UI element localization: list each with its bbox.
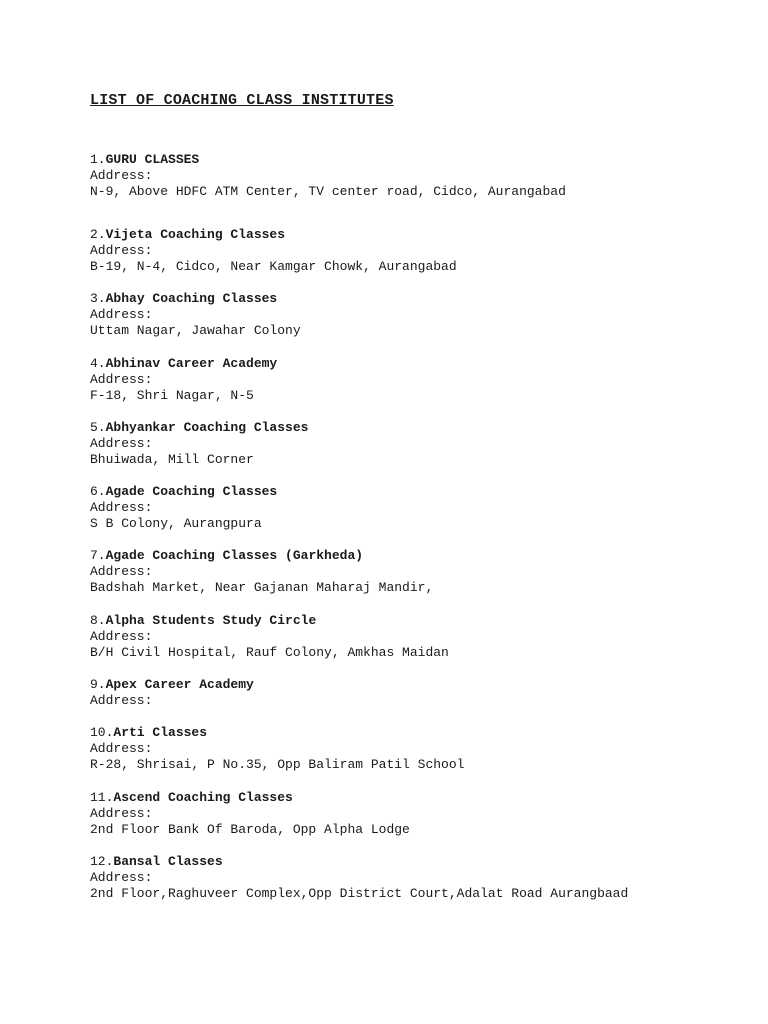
document-title: LIST OF COACHING CLASS INSTITUTES [90,92,394,109]
address-text: Badshah Market, Near Gajanan Maharaj Mandir, [90,580,434,596]
list-item [90,484,277,533]
institute-name: Abhyankar Coaching Classes [105,420,309,435]
address-label: Address: [90,693,153,709]
address-text: B/H Civil Hospital, Rauf Colony, Amkhas Maidan [90,645,449,661]
list-item [90,677,254,709]
entry-number: 3. [90,291,106,306]
address-label: Address: [90,243,153,259]
list-item [90,548,433,597]
institute-name: GURU CLASSES [105,152,200,167]
institute-name: Agade Coaching Classes (Garkheda) [105,548,364,563]
address-label: Address: [90,307,153,323]
address-text: N-9, Above HDFC ATM Center, TV center road, Cidco, Aurangabad [90,184,566,200]
address-label: Address: [90,372,153,388]
address-text: R-28, Shrisai, P No.35, Opp Baliram Patil School [90,757,465,773]
entry-number: 4. [90,356,106,371]
entry-number: 10. [90,725,114,740]
address-text: F-18, Shri Nagar, N-5 [90,388,254,404]
institute-name: Abhinav Career Academy [105,356,278,371]
address-label: Address: [90,500,153,516]
list-item [90,420,308,469]
list-item [90,356,277,405]
address-text: 2nd Floor,Raghuveer Complex,Opp District Court,Adalat Road Aurangbaad [90,886,629,902]
list-item [90,790,410,839]
institute-name: Ascend Coaching Classes [113,790,293,805]
entry-number: 7. [90,548,106,563]
list-item [90,152,566,201]
entry-number: 6. [90,484,106,499]
address-text: B-19, N-4, Cidco, Near Kamgar Chowk, Aurangabad [90,259,457,275]
address-text: 2nd Floor Bank Of Baroda, Opp Alpha Lodge [90,822,410,838]
entry-number: 8. [90,613,106,628]
institute-name: Vijeta Coaching Classes [105,227,286,242]
address-label: Address: [90,436,153,452]
entry-number: 1. [90,152,106,167]
address-label: Address: [90,629,153,645]
list-item [90,227,457,276]
list-item [90,613,449,662]
address-text: Uttam Nagar, Jawahar Colony [90,323,301,339]
address-label: Address: [90,870,153,886]
address-label: Address: [90,564,153,580]
address-label: Address: [90,168,153,184]
institute-name: Abhay Coaching Classes [105,291,278,306]
institute-name: Alpha Students Study Circle [105,613,317,628]
entry-number: 9. [90,677,106,692]
address-label: Address: [90,741,153,757]
entry-number: 12. [90,854,114,869]
entry-number: 11. [90,790,114,805]
list-item [90,854,628,903]
institute-name: Bansal Classes [113,854,223,869]
address-text: Bhuiwada, Mill Corner [90,452,254,468]
entry-number: 5. [90,420,106,435]
address-text: S B Colony, Aurangpura [90,516,262,532]
list-item [90,725,464,774]
entry-number: 2. [90,227,106,242]
list-item [90,291,301,340]
institute-name: Arti Classes [113,725,208,740]
institute-name: Apex Career Academy [105,677,254,692]
address-label: Address: [90,806,153,822]
institute-name: Agade Coaching Classes [105,484,278,499]
